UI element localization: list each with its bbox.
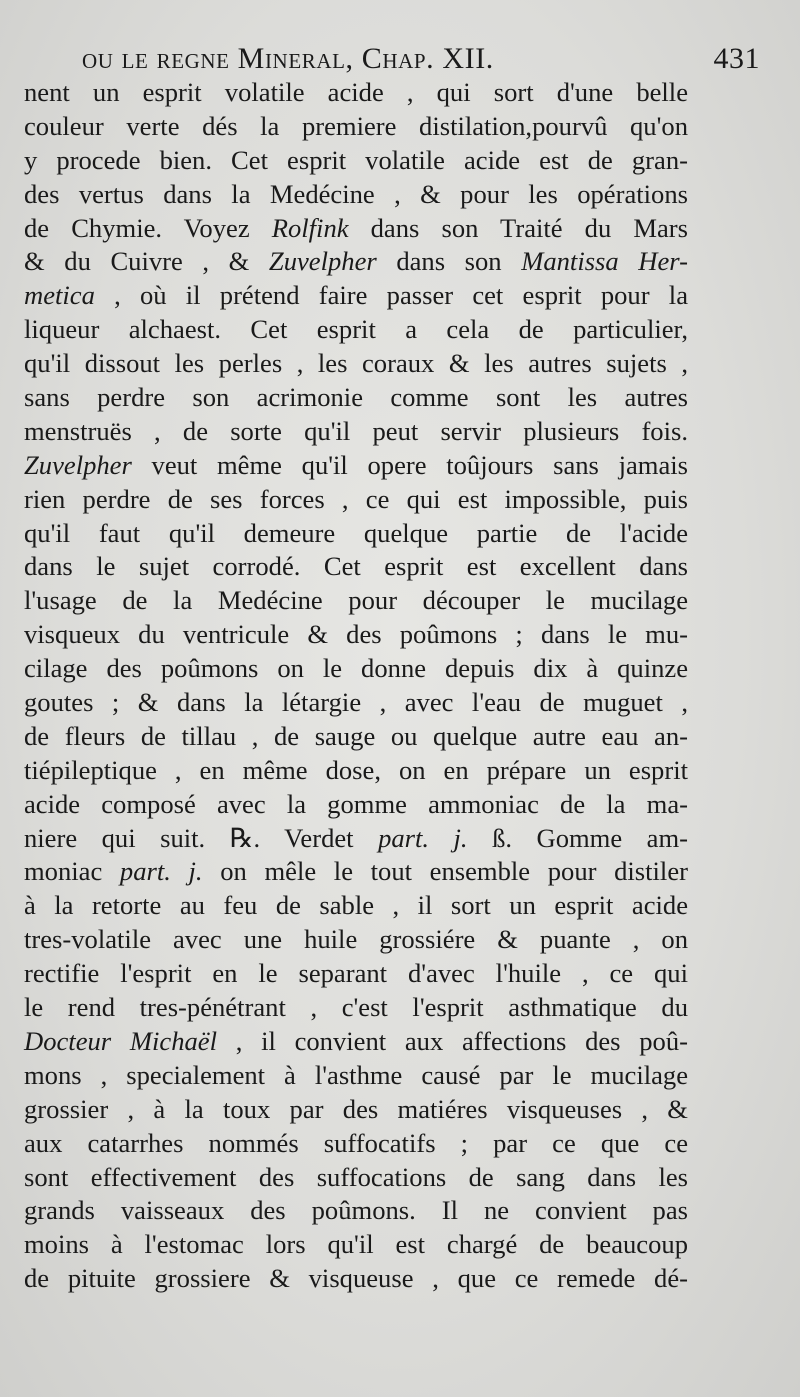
text-segment: , où il prétend faire passer cet esprit pour la	[94, 280, 688, 311]
text-segment: qu'il faut qu'il demeure quelque partie de l'acide	[24, 517, 688, 548]
text-line	[24, 991, 688, 1025]
page-number: 431	[713, 42, 760, 75]
text-line	[24, 788, 688, 822]
text-segment: couleur verte dés la premiere distilation,pourvû qu'on	[24, 110, 688, 141]
text-line	[24, 957, 688, 991]
text-segment: , il convient aux affections des poû-	[217, 1025, 688, 1056]
text-segment: niere qui suit. ℞. Verdet	[24, 822, 379, 853]
text-segment: aux catarrhes nommés suffocatifs ; par ce que ce	[24, 1127, 688, 1158]
italic-text: part. j.	[119, 856, 203, 887]
text-line	[24, 1059, 688, 1093]
text-line	[24, 381, 688, 415]
text-segment: ß. Gomme am-	[467, 822, 689, 853]
text-segment: on mêle le tout ensemble pour distiler	[202, 856, 688, 887]
text-line	[24, 313, 688, 347]
text-segment: de fleurs de tillau , de sauge ou quelque autre eau an-	[24, 720, 688, 751]
italic-text: Zuvelpher	[24, 449, 132, 480]
text-line	[24, 855, 688, 889]
text-segment: nent un esprit volatile acide , qui sort d'une belle	[24, 77, 688, 107]
text-line	[24, 584, 688, 618]
text-segment: dans le sujet corrodé. Cet esprit est excellent dans	[24, 551, 688, 582]
text-line	[24, 347, 688, 381]
text-segment: grands vaisseaux des poûmons. Il ne convient pas	[24, 1195, 688, 1226]
text-line	[24, 1262, 688, 1296]
text-line	[24, 483, 688, 517]
text-segment: sans perdre son acrimonie comme sont les autres	[24, 382, 688, 413]
text-line	[24, 923, 688, 957]
body-text	[24, 76, 688, 1296]
text-line	[24, 618, 688, 652]
text-line	[24, 178, 688, 212]
text-line	[24, 415, 688, 449]
text-segment: moins à l'estomac lors qu'il est chargé de beaucoup	[24, 1229, 688, 1260]
text-line	[24, 686, 688, 720]
text-segment: menstruës , de sorte qu'il peut servir plusieurs fois.	[24, 415, 688, 446]
text-segment: veut même qu'il opere toûjours sans jamais	[131, 449, 688, 480]
text-segment: & du Cuivre , &	[24, 246, 269, 277]
text-line	[24, 1093, 688, 1127]
text-segment: rectifie l'esprit en le separant d'avec l'huile , ce qui	[24, 958, 688, 989]
text-segment: de Chymie. Voyez	[24, 212, 272, 243]
text-line	[24, 550, 688, 584]
text-segment: de pituite grossiere & visqueuse , que ce remede dé-	[24, 1263, 688, 1294]
text-line	[24, 279, 688, 313]
text-segment: cilage des poûmons on le donne depuis dix à quinze	[24, 653, 688, 684]
text-segment: visqueux du ventricule & des poûmons ; dans le mu-	[24, 619, 688, 650]
text-line	[24, 517, 688, 551]
italic-text: part. j.	[378, 822, 468, 853]
text-line	[24, 76, 688, 110]
text-segment: dans son Traité du Mars	[348, 212, 689, 243]
text-segment: le rend tres-pénétrant , c'est l'esprit asthmatique du	[24, 992, 688, 1023]
text-segment: tiépileptique , en même dose, on en prépare un esprit	[24, 754, 688, 785]
text-line	[24, 245, 688, 279]
text-line	[24, 449, 688, 483]
text-line	[24, 1025, 688, 1059]
italic-text: Docteur Michaël	[24, 1025, 217, 1056]
text-segment: des vertus dans la Medécine , & pour les opérations	[24, 178, 688, 209]
text-line	[24, 889, 688, 923]
text-segment: qu'il dissout les perles , les coraux & les autres sujets ,	[24, 348, 688, 379]
text-line	[24, 144, 688, 178]
text-segment: liqueur alchaest. Cet esprit a cela de particulier,	[24, 314, 688, 345]
text-line	[24, 1228, 688, 1262]
text-line	[24, 212, 688, 246]
text-segment: mons , specialement à l'asthme causé par le mucilage	[24, 1059, 688, 1090]
running-title: ou le regne Mineral, Chap. XII.	[82, 42, 494, 75]
text-segment: à la retorte au feu de sable , il sort un esprit acide	[24, 890, 688, 921]
text-segment: moniac	[24, 856, 120, 887]
running-header	[70, 34, 760, 82]
text-segment: grossier , à la toux par des matiéres visqueuses , &	[24, 1093, 688, 1124]
text-segment: rien perdre de ses forces , ce qui est impossible, puis	[24, 483, 688, 514]
text-line	[24, 652, 688, 686]
text-segment: tres-volatile avec une huile grossiére & puante , on	[24, 924, 688, 955]
text-line	[24, 1194, 688, 1228]
text-line	[24, 822, 688, 856]
text-segment: dans son	[376, 246, 522, 277]
text-segment: l'usage de la Medécine pour découper le mucilage	[24, 585, 688, 616]
text-segment: goutes ; & dans la létargie , avec l'eau de muguet ,	[24, 687, 688, 718]
italic-text: Mantissa Her-	[521, 246, 688, 277]
text-line	[24, 1127, 688, 1161]
text-segment: acide composé avec la gomme ammoniac de la ma-	[24, 788, 688, 819]
text-segment: sont effectivement des suffocations de sang dans les	[24, 1161, 688, 1192]
text-line	[24, 1161, 688, 1195]
italic-text: Zuvelpher	[268, 246, 377, 277]
italic-text: metica	[24, 280, 95, 311]
text-line	[24, 720, 688, 754]
text-segment: y procede bien. Cet esprit volatile acide est de gran-	[24, 144, 688, 175]
italic-text: Rolfink	[271, 212, 349, 243]
text-line	[24, 110, 688, 144]
text-line	[24, 754, 688, 788]
